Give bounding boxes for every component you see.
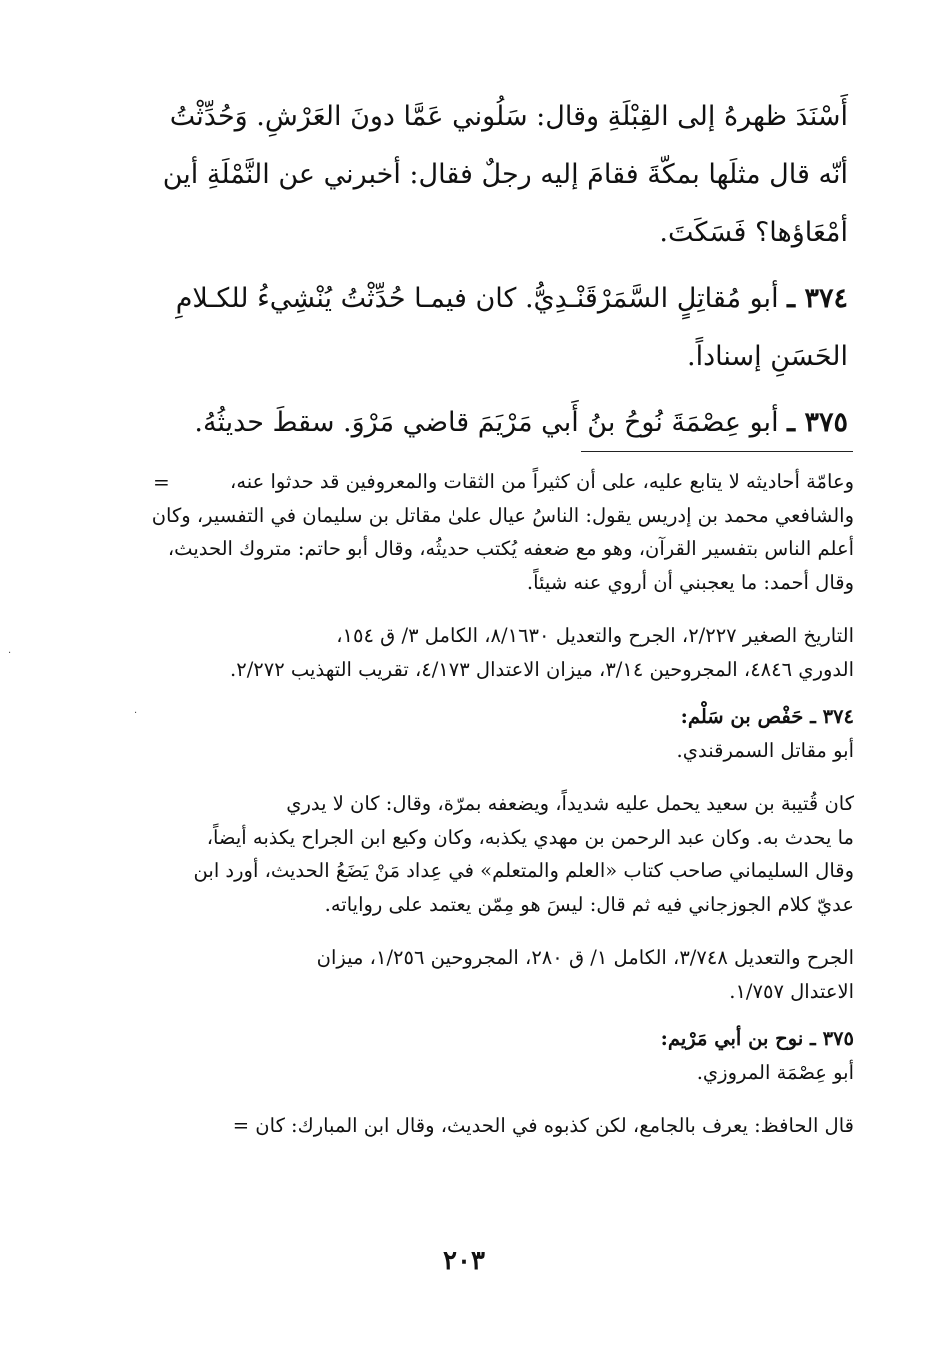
entry-text: أبو عِصْمَةَ نُوحُ بنُ أَبي مَرْيَمَ قاضي مَرْوَ. سقطَ حديثُهُ. bbox=[194, 407, 779, 438]
main-line: أَسْنَدَ ظهرهُ إلى القِبْلَةِ وقال: سَلُوني عَمَّا دونَ العَرْشِ. وَحُدِّثْتُ bbox=[169, 101, 848, 132]
continuation-marker: = bbox=[153, 470, 170, 494]
entry-375 bbox=[150, 394, 848, 452]
note-line: أعلم الناس بتفسير القرآن، وهو مع ضعفه يُكتب حديثُه، وقال أبو حاتم: متروك الحديث، bbox=[167, 537, 854, 560]
note-line: وقال أحمد: ما يعجبني أن أروي عنه شيئاً. bbox=[526, 570, 854, 594]
note-line: وعامّة أحاديثه لا يتابع عليه، على أن كثيراً من الثقات والمعروفين قد حدثوا عنه، bbox=[230, 470, 854, 493]
sources-line: الاعتدال ١/٧٥٧. bbox=[729, 979, 854, 1003]
note-line: وقال السليماني صاحب كتاب «العلم والمتعلم» في عِداد مَنْ يَضَعُ الحديث، أورد ابن bbox=[193, 859, 854, 882]
main-line: أمْعَاؤها؟ فَسَكَتَ. bbox=[659, 217, 848, 248]
sources-line: الدوري ٤٨٤٦، المجروحين ٣/١٤، ميزان الاعتدال ٤/١٧٣، تقريب التهذيب ٢/٢٧٢. bbox=[230, 657, 854, 681]
page-number: ٢٠٣ bbox=[443, 1246, 485, 1276]
note-heading-375: ٣٧٥ ـ نوح بن أبي مَرْيم: bbox=[660, 1027, 854, 1050]
entry-text: أبو مُقاتِلٍ السَّمَرْقَنْـدِيُّ. كان فيمـا حُدِّثْتُ يُنْشِيءُ للكـلامِ bbox=[175, 283, 779, 314]
sources-line: التاريخ الصغير ٢/٢٢٧، الجرح والتعديل ٨/١٦٣٠، الكامل ٣/ ق ١٥٤، bbox=[336, 624, 854, 647]
note-line: ما يحدث به. وكان عبد الرحمن بن مهدي يكذبه، وكان وكيع ابن الجراح يكذبه أيضاً، bbox=[206, 825, 854, 849]
note-line: عديّ كلام الجوزجاني فيه ثم قال: ليسَ هو مِمّن يعتمد على رواياته. bbox=[324, 892, 854, 916]
entry-number: ٣٧٤ ـ bbox=[787, 283, 848, 314]
entry-number: ٣٧٥ ـ bbox=[787, 407, 848, 438]
entry-374 bbox=[150, 270, 848, 328]
entry-374-cont: الحَسَنِ إسناداً. bbox=[687, 341, 848, 372]
footnote-separator bbox=[581, 451, 853, 452]
note-heading-374: ٣٧٤ ـ حَفْص بن سَلْم: bbox=[680, 705, 854, 728]
note-subheading: أبو عِصْمَة المروزي. bbox=[696, 1060, 854, 1084]
note-subheading: أبو مقاتل السمرقندي. bbox=[676, 738, 854, 762]
main-text bbox=[150, 88, 848, 452]
footnotes bbox=[147, 465, 854, 1143]
note-line: كان قُتيبة بن سعيد يحمل عليه شديداً، ويضعفه بمرّة، وقال: كان لا يدري bbox=[286, 792, 854, 815]
main-line: أنّه قال مثلَها بمكّةَ فقامَ إليه رجلٌ فقال: أخبرني عن النَّمْلَةِ أين bbox=[162, 159, 848, 190]
margin-tick: · bbox=[134, 708, 138, 719]
note-line: والشافعي محمد بن إدريس يقول: الناسُ عيال علىٰ مقاتل بن سليمان في التفسير، وكان bbox=[151, 503, 854, 527]
margin-tick: · bbox=[8, 648, 12, 659]
note-line: قال الحافظ: يعرف بالجامع، لكن كذبوه في الحديث، وقال ابن المبارك: كان = bbox=[232, 1114, 854, 1137]
sources-line: الجرح والتعديل ٣/٧٤٨، الكامل ١/ ق ٢٨٠، المجروحين ١/٢٥٦، ميزان bbox=[316, 946, 854, 969]
